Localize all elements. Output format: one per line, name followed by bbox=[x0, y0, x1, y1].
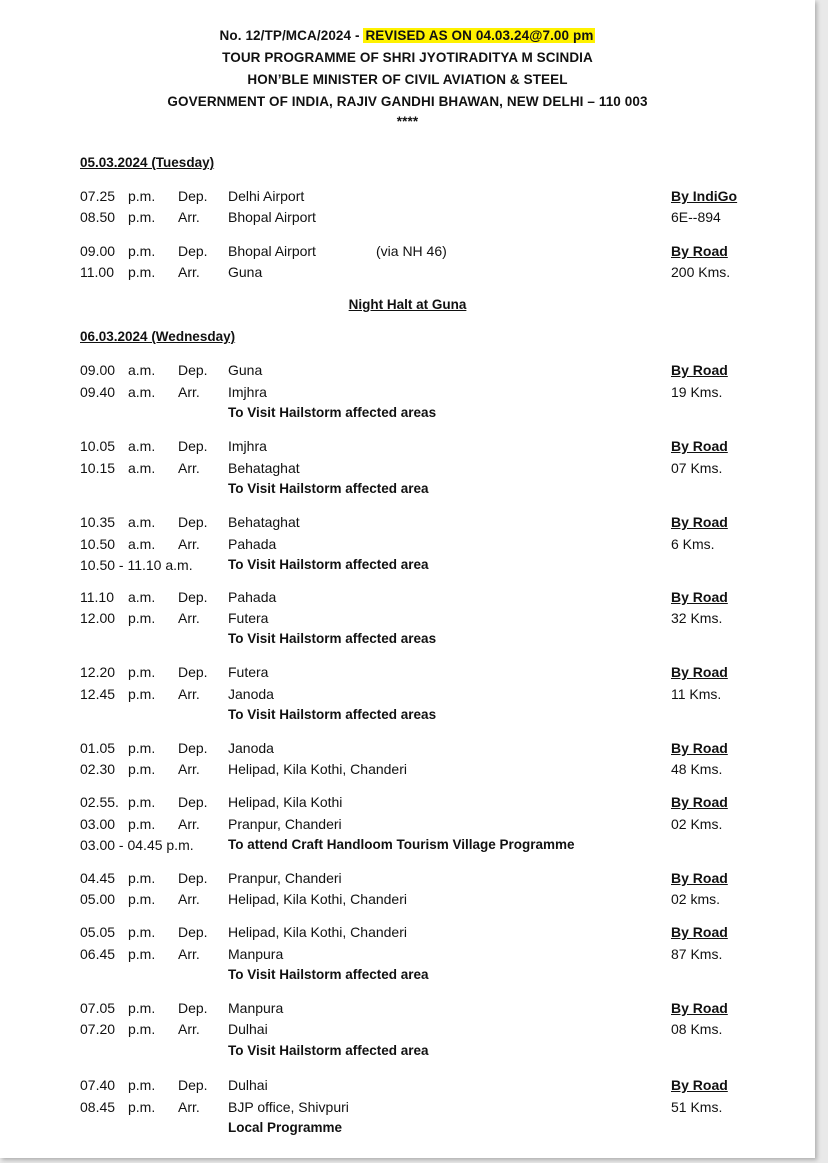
schedule-row bbox=[0, 1019, 815, 1039]
schedule-note-row bbox=[0, 555, 815, 575]
am-pm: p.m. bbox=[128, 264, 156, 280]
place: Manpura bbox=[228, 946, 284, 962]
distance: 02 kms. bbox=[671, 891, 721, 907]
activity-note: To attend Craft Handloom Tourism Village Programme bbox=[228, 837, 575, 852]
place: Futera bbox=[228, 610, 269, 626]
travel-mode: By Road bbox=[671, 924, 728, 940]
time: 12.20 bbox=[80, 664, 116, 680]
time: 09.00 bbox=[80, 362, 116, 378]
place: Guna bbox=[228, 362, 263, 378]
place: Imjhra bbox=[228, 438, 267, 454]
schedule-note-row bbox=[0, 705, 815, 725]
place: Helipad, Kila Kothi, Chanderi bbox=[228, 891, 407, 907]
dep-arr: Arr. bbox=[178, 761, 200, 777]
time: 05.00 bbox=[80, 891, 116, 907]
revision-highlight: REVISED AS ON 04.03.24@7.00 pm bbox=[365, 28, 594, 43]
time: 10.50 bbox=[80, 536, 116, 552]
dep-arr: Arr. bbox=[178, 610, 200, 626]
am-pm: a.m. bbox=[128, 438, 156, 454]
schedule-row bbox=[0, 186, 815, 206]
time: 12.45 bbox=[80, 686, 116, 702]
schedule-row bbox=[0, 922, 815, 942]
am-pm: a.m. bbox=[128, 514, 156, 530]
dep-arr: Dep. bbox=[178, 188, 208, 204]
schedule-row bbox=[0, 207, 815, 227]
am-pm: a.m. bbox=[128, 362, 156, 378]
schedule-row bbox=[0, 262, 815, 282]
schedule-row bbox=[0, 1075, 815, 1095]
place: Janoda bbox=[228, 740, 274, 756]
am-pm: p.m. bbox=[128, 816, 156, 832]
dep-arr: Dep. bbox=[178, 740, 208, 756]
reference-number: No. 12/TP/MCA/2024 - bbox=[219, 28, 364, 43]
activity-note: To Visit Hailstorm affected area bbox=[228, 1043, 429, 1058]
time: 09.00 bbox=[80, 243, 116, 259]
schedule-row bbox=[0, 868, 815, 888]
time-range: 03.00 - 04.45 p.m. bbox=[80, 837, 194, 853]
distance: 19 Kms. bbox=[671, 384, 723, 400]
time: 11.10 bbox=[80, 589, 114, 605]
place: Futera bbox=[228, 664, 269, 680]
schedule-row bbox=[0, 1097, 815, 1117]
am-pm: p.m. bbox=[128, 870, 156, 886]
travel-mode: By Road bbox=[671, 740, 728, 756]
dep-arr: Arr. bbox=[178, 946, 200, 962]
time: 02.30 bbox=[80, 761, 116, 777]
distance: 11 Kms. bbox=[671, 686, 722, 702]
distance: 87 Kms. bbox=[671, 946, 723, 962]
travel-mode: By Road bbox=[671, 362, 728, 378]
dep-arr: Dep. bbox=[178, 664, 208, 680]
distance: 6E--894 bbox=[671, 209, 721, 225]
am-pm: p.m. bbox=[128, 1021, 156, 1037]
schedule-row bbox=[0, 382, 815, 402]
am-pm: a.m. bbox=[128, 460, 156, 476]
dep-arr: Dep. bbox=[178, 870, 208, 886]
dep-arr: Arr. bbox=[178, 891, 200, 907]
am-pm: a.m. bbox=[128, 384, 156, 400]
place: Pahada bbox=[228, 536, 277, 552]
travel-mode: By Road bbox=[671, 1077, 728, 1093]
am-pm: p.m. bbox=[128, 1077, 156, 1093]
schedule-row bbox=[0, 889, 815, 909]
am-pm: a.m. bbox=[128, 589, 156, 605]
time: 11.00 bbox=[80, 264, 114, 280]
schedule-row bbox=[0, 738, 815, 758]
schedule-row bbox=[0, 436, 815, 456]
dep-arr: Arr. bbox=[178, 1099, 200, 1115]
place: Guna bbox=[228, 264, 263, 280]
activity-note: To Visit Hailstorm affected areas bbox=[228, 631, 437, 646]
am-pm: p.m. bbox=[128, 664, 156, 680]
travel-mode: By Road bbox=[671, 438, 728, 454]
place: Dulhai bbox=[228, 1021, 268, 1037]
dep-arr: Arr. bbox=[178, 264, 200, 280]
place: Helipad, Kila Kothi bbox=[228, 794, 343, 810]
schedule-note-row bbox=[0, 965, 815, 985]
am-pm: p.m. bbox=[128, 761, 156, 777]
schedule-row bbox=[0, 759, 815, 779]
dep-arr: Arr. bbox=[178, 536, 200, 552]
time: 10.05 bbox=[80, 438, 116, 454]
place: Pranpur, Chanderi bbox=[228, 870, 342, 886]
schedule-note-row bbox=[0, 1041, 815, 1061]
schedule-row bbox=[0, 360, 815, 380]
dep-arr: Dep. bbox=[178, 794, 208, 810]
dep-arr: Dep. bbox=[178, 1077, 208, 1093]
dep-arr: Arr. bbox=[178, 816, 200, 832]
am-pm: p.m. bbox=[128, 243, 156, 259]
schedule-row bbox=[0, 608, 815, 628]
time: 10.35 bbox=[80, 514, 116, 530]
address-line: GOVERNMENT OF INDIA, RAJIV GANDHI BHAWAN, NEW DELHI – 110 003 bbox=[167, 94, 648, 109]
schedule-row bbox=[0, 587, 815, 607]
place: Manpura bbox=[228, 1000, 284, 1016]
am-pm: p.m. bbox=[128, 794, 156, 810]
day2-heading: 06.03.2024 (Wednesday) bbox=[80, 329, 236, 344]
place: Bhopal Airport bbox=[228, 243, 316, 259]
time: 04.45 bbox=[80, 870, 116, 886]
am-pm: a.m. bbox=[128, 536, 156, 552]
dep-arr: Arr. bbox=[178, 209, 200, 225]
activity-note: Local Programme bbox=[228, 1120, 343, 1135]
activity-note: To Visit Hailstorm affected area bbox=[228, 481, 429, 496]
am-pm: p.m. bbox=[128, 891, 156, 907]
activity-note: To Visit Hailstorm affected areas bbox=[228, 405, 437, 420]
schedule-row bbox=[0, 684, 815, 704]
place: Janoda bbox=[228, 686, 274, 702]
travel-mode: By Road bbox=[671, 589, 728, 605]
schedule-row bbox=[0, 534, 815, 554]
am-pm: p.m. bbox=[128, 686, 156, 702]
place: Behataghat bbox=[228, 460, 300, 476]
place: Delhi Airport bbox=[228, 188, 305, 204]
schedule-row bbox=[0, 241, 815, 261]
schedule-row bbox=[0, 662, 815, 682]
place: Imjhra bbox=[228, 384, 267, 400]
distance: 6 Kms. bbox=[671, 536, 715, 552]
dep-arr: Dep. bbox=[178, 243, 208, 259]
schedule-row bbox=[0, 814, 815, 834]
time: 03.00 bbox=[80, 816, 116, 832]
place: Behataghat bbox=[228, 514, 300, 530]
activity-note: To Visit Hailstorm affected area bbox=[228, 557, 429, 572]
schedule-note-row bbox=[0, 629, 815, 649]
place: BJP office, Shivpuri bbox=[228, 1099, 349, 1115]
time: 05.05 bbox=[80, 924, 116, 940]
time: 01.05 bbox=[80, 740, 116, 756]
distance: 200 Kms. bbox=[671, 264, 731, 280]
separator: **** bbox=[396, 114, 419, 129]
travel-mode: By Road bbox=[671, 1000, 728, 1016]
distance: 02 Kms. bbox=[671, 816, 723, 832]
place: Helipad, Kila Kothi, Chanderi bbox=[228, 761, 407, 777]
schedule-note-row bbox=[0, 1118, 815, 1138]
distance: 48 Kms. bbox=[671, 761, 723, 777]
time: 08.50 bbox=[80, 209, 116, 225]
place: Pahada bbox=[228, 589, 277, 605]
activity-note: To Visit Hailstorm affected areas bbox=[228, 707, 437, 722]
schedule-note-row bbox=[0, 479, 815, 499]
dep-arr: Arr. bbox=[178, 460, 200, 476]
am-pm: p.m. bbox=[128, 740, 156, 756]
time: 07.40 bbox=[80, 1077, 116, 1093]
schedule-row bbox=[0, 944, 815, 964]
night-halt: Night Halt at Guna bbox=[348, 297, 467, 312]
day1-heading: 05.03.2024 (Tuesday) bbox=[80, 155, 215, 170]
am-pm: p.m. bbox=[128, 946, 156, 962]
dep-arr: Dep. bbox=[178, 924, 208, 940]
dep-arr: Dep. bbox=[178, 362, 208, 378]
distance: 51 Kms. bbox=[671, 1099, 723, 1115]
time: 07.25 bbox=[80, 188, 116, 204]
time: 10.15 bbox=[80, 460, 116, 476]
dep-arr: Dep. bbox=[178, 514, 208, 530]
time: 02.55. bbox=[80, 794, 119, 810]
tour-title: TOUR PROGRAMME OF SHRI JYOTIRADITYA M SCINDIA bbox=[222, 50, 593, 65]
travel-mode: By IndiGo bbox=[671, 188, 738, 204]
am-pm: p.m. bbox=[128, 610, 156, 626]
travel-mode: By Road bbox=[671, 870, 728, 886]
dep-arr: Dep. bbox=[178, 1000, 208, 1016]
schedule-row bbox=[0, 998, 815, 1018]
am-pm: p.m. bbox=[128, 1000, 156, 1016]
am-pm: p.m. bbox=[128, 1099, 156, 1115]
travel-mode: By Road bbox=[671, 243, 728, 259]
am-pm: p.m. bbox=[128, 188, 156, 204]
dep-arr: Arr. bbox=[178, 384, 200, 400]
time: 09.40 bbox=[80, 384, 116, 400]
travel-mode: By Road bbox=[671, 794, 728, 810]
route-via: (via NH 46) bbox=[376, 243, 447, 259]
schedule-row bbox=[0, 792, 815, 812]
dep-arr: Dep. bbox=[178, 589, 208, 605]
schedule-row bbox=[0, 512, 815, 532]
time: 12.00 bbox=[80, 610, 116, 626]
dep-arr: Arr. bbox=[178, 1021, 200, 1037]
time: 08.45 bbox=[80, 1099, 116, 1115]
schedule-note-row bbox=[0, 403, 815, 423]
dep-arr: Dep. bbox=[178, 438, 208, 454]
distance: 08 Kms. bbox=[671, 1021, 723, 1037]
time: 07.20 bbox=[80, 1021, 116, 1037]
travel-mode: By Road bbox=[671, 514, 728, 530]
travel-mode: By Road bbox=[671, 664, 728, 680]
time: 06.45 bbox=[80, 946, 116, 962]
minister-title: HON’BLE MINISTER OF CIVIL AVIATION & STEEL bbox=[247, 72, 568, 87]
am-pm: p.m. bbox=[128, 209, 156, 225]
reference-number-line bbox=[0, 28, 815, 43]
place: Bhopal Airport bbox=[228, 209, 316, 225]
distance: 32 Kms. bbox=[671, 610, 723, 626]
place: Pranpur, Chanderi bbox=[228, 816, 342, 832]
schedule-note-row bbox=[0, 835, 815, 855]
distance: 07 Kms. bbox=[671, 460, 723, 476]
place: Dulhai bbox=[228, 1077, 268, 1093]
am-pm: p.m. bbox=[128, 924, 156, 940]
place: Helipad, Kila Kothi, Chanderi bbox=[228, 924, 407, 940]
dep-arr: Arr. bbox=[178, 686, 200, 702]
time-range: 10.50 - 11.10 a.m. bbox=[80, 557, 193, 573]
time: 07.05 bbox=[80, 1000, 116, 1016]
schedule-row bbox=[0, 458, 815, 478]
activity-note: To Visit Hailstorm affected area bbox=[228, 967, 429, 982]
